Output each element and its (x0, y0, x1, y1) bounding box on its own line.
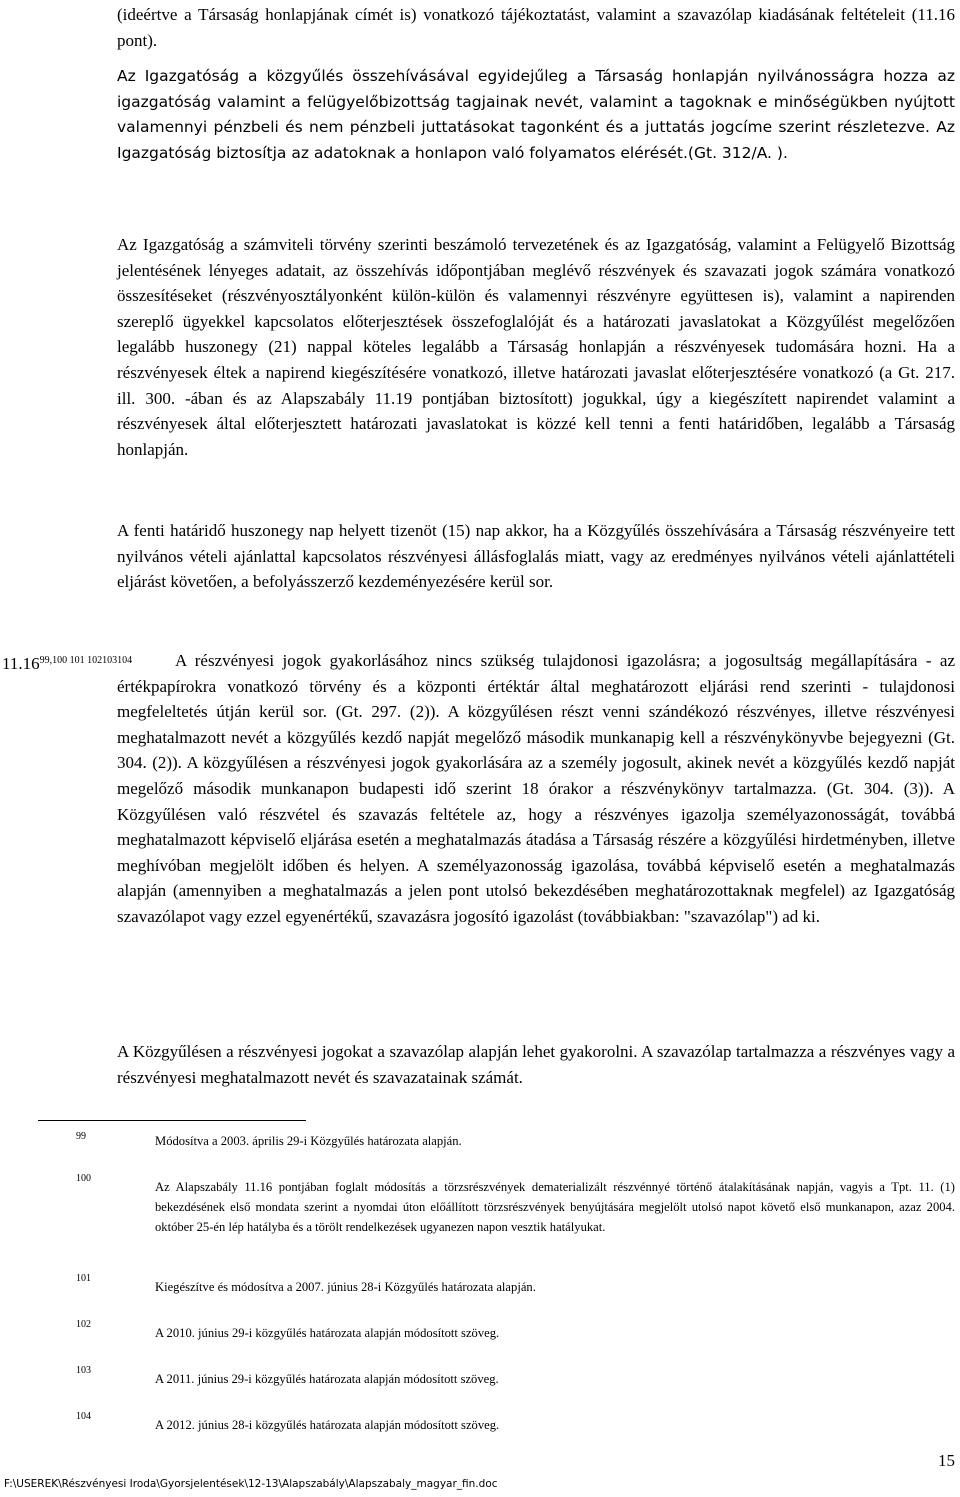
file-path-footer: F:\USEREK\Részvényesi Iroda\Gyorsjelentések\12-13\Alapszabály\Alapszabaly_magyar_fin.doc (4, 1478, 498, 1490)
footnote-text: A 2011. június 29-i közgyűlés határozata alapján módosított szöveg. (155, 1372, 499, 1386)
footnote-number: 103 (76, 1365, 91, 1376)
footnote-number: 102 (76, 1319, 91, 1330)
section-number-label: 11.16 (2, 654, 40, 673)
footnote-number: 99 (76, 1131, 86, 1142)
section-footnote-refs: ,100 101 102103104 (49, 655, 133, 666)
paragraph-financial-report-publication: Az Igazgatóság a számviteli törvény szerinti beszámoló tervezetének és az Igazgatóság, valamint a Felügyelő Bizottság jelentésének lényeges adatait, az összehívás időpontjában meglévő részvények és szavazati jogok számára vonatkozó összesítéseket (részvényosztályonként külön-külön és valamennyi részvényre együttesen is), valamint a napirenden szereplő ügyekkel kapcsolatos előterjesztések összefoglalóját és a határozati javaslatokat a Közgyűlést megelőzően legalább huszonegy (21) nappal köteles legalább a Társaság honlapján a részvényesek tudomására hozni. Ha a részvényesek éltek a napirend kiegészítésére vonatkozó, illetve határozati javaslat előterjesztésére vonatkozó (a Gt. 217. ill. 300. -ában és az Alapszabály 11.19 pontjában biztosított) jogukkal, úgy a kiegészített napirendet valamint a részvényesek által előterjesztett határozati javaslatokat is közzé kell tenni a fenti határidőben, legalább a Társaság honlapján. (117, 235, 955, 459)
section-number (2, 648, 132, 677)
footnote-text: Módosítva a 2003. április 29-i Közgyűlés határozata alapján. (155, 1134, 462, 1148)
paragraph-voting-card: A Közgyűlésen a részvényesi jogokat a szavazólap alapján lehet gyakorolni. A szavazólap tartalmazza a részvényes vagy a részvényesi meghatalmazott nevét és szavazatainak számát. (117, 1042, 955, 1087)
footnote-number: 104 (76, 1411, 91, 1422)
paragraph-deadline-exception: A fenti határidő huszonegy nap helyett tizenöt (15) nap akkor, ha a Közgyűlés összehívására a Társaság részvényeire tett nyilvános vételi ajánlattal kapcsolatos részvényesi állásfoglalás miatt, vagy az eredményes nyilvános vételi ajánlattételi eljárást követően, a befolyásszerző kezdeményezésére kerül sor. (117, 521, 955, 592)
footnote-text: A 2012. június 28-i közgyűlés határozata alapján módosított szöveg. (155, 1418, 500, 1432)
paragraph-board-disclosure: Az Igazgatóság a közgyűlés összehívásával egyidejűleg a Társaság honlapján nyilvánosságra hozza az igazgatóság valamint a felügyelőbizottság tagjainak nevét, valamint a tagoknak e minőségükben nyújtott valamennyi pénzbeli és nem pénzbeli juttatásokat tagonként és a juttatás jogcíme szerint részletezve. Az Igazgatóság biztosítja az adatoknak a honlapon való folyamatos elérését.(Gt. 312/A. ). (117, 67, 955, 162)
footnote-separator (38, 1120, 306, 1121)
page-number: 15 (938, 1451, 955, 1470)
footnote-text: A 2010. június 29-i közgyűlés határozata alapján módosított szöveg. (155, 1326, 500, 1340)
footnote-number: 101 (76, 1273, 91, 1284)
footnote-text: Kiegészítve és módosítva a 2007. június 28-i Közgyűlés határozata alapján. (155, 1280, 536, 1294)
paragraph-shareholder-rights: A részvényesi jogok gyakorlásához nincs szükség tulajdonosi igazolásra; a jogosultság megállapítására - az értékpapírokra vonatkozó törvény és a központi értéktár által meghatározott eljárási rend szerinti - tulajdonosi megfeleltetés útján kerül sor. (Gt. 297. (2)). A közgyűlésen részt venni szándékozó részvényes, illetve részvényesi meghatalmazott nevét a közgyűlés kezdő napját megelőző második munkanapig kell a részvénykönyvbe bejegyezni (Gt. 304. (2)). A közgyűlésen a részvényesi jogok gyakorlására az a személy jogosult, akinek nevét a közgyűlés kezdő napját megelőző második munkanapon budapesti idő szerint 18 órakor a részvénykönyv tartalmazza. (Gt. 304. (3)). A Közgyűlésen való részvétel és szavazás feltétele az, hogy a részvényes igazolja személyazonosságát, továbbá meghatalmazott képviselő eljárása esetén a meghatalmazás átadása a Társaság részére a közgyűlési hirdetményben, illetve meghívóban megjelölt időben és helyen. A személyazonosság igazolása, továbbá képviselő esetén a meghatalmazás alapján (amennyiben a meghatalmazás a jelen pont utolsó bekezdésében meghatározottaknak megfelel) az Igazgatóság szavazólapot vagy ezzel egyenértékű, szavazásra jogosító igazolást (továbbiakban: "szavazólap") ad ki. (117, 651, 955, 926)
section-footnote-ref-99: 99 (39, 655, 50, 666)
footnote-number: 100 (76, 1173, 91, 1184)
paragraph-continuation: (ideértve a Társaság honlapjának címét is) vonatkozó tájékoztatást, valamint a szavazólap kiadásának feltételeit (11.16 pont). (117, 5, 955, 50)
footnote-text: Az Alapszabály 11.16 pontjában foglalt módosítás a törzsrészvények dematerializált részvénnyé történő átalakításának napján, vagyis a Tpt. 11. (1) bekezdésének első mondata szerint a nyomdai úton előállított törzsrészvények benyújtására megjelölt utolsó napot követő első munkanapon, azaz 2004. október 25-én lép hatályba és a törölt rendelkezések ugyanezen napon vesztik hatályukat. (155, 1180, 955, 1234)
